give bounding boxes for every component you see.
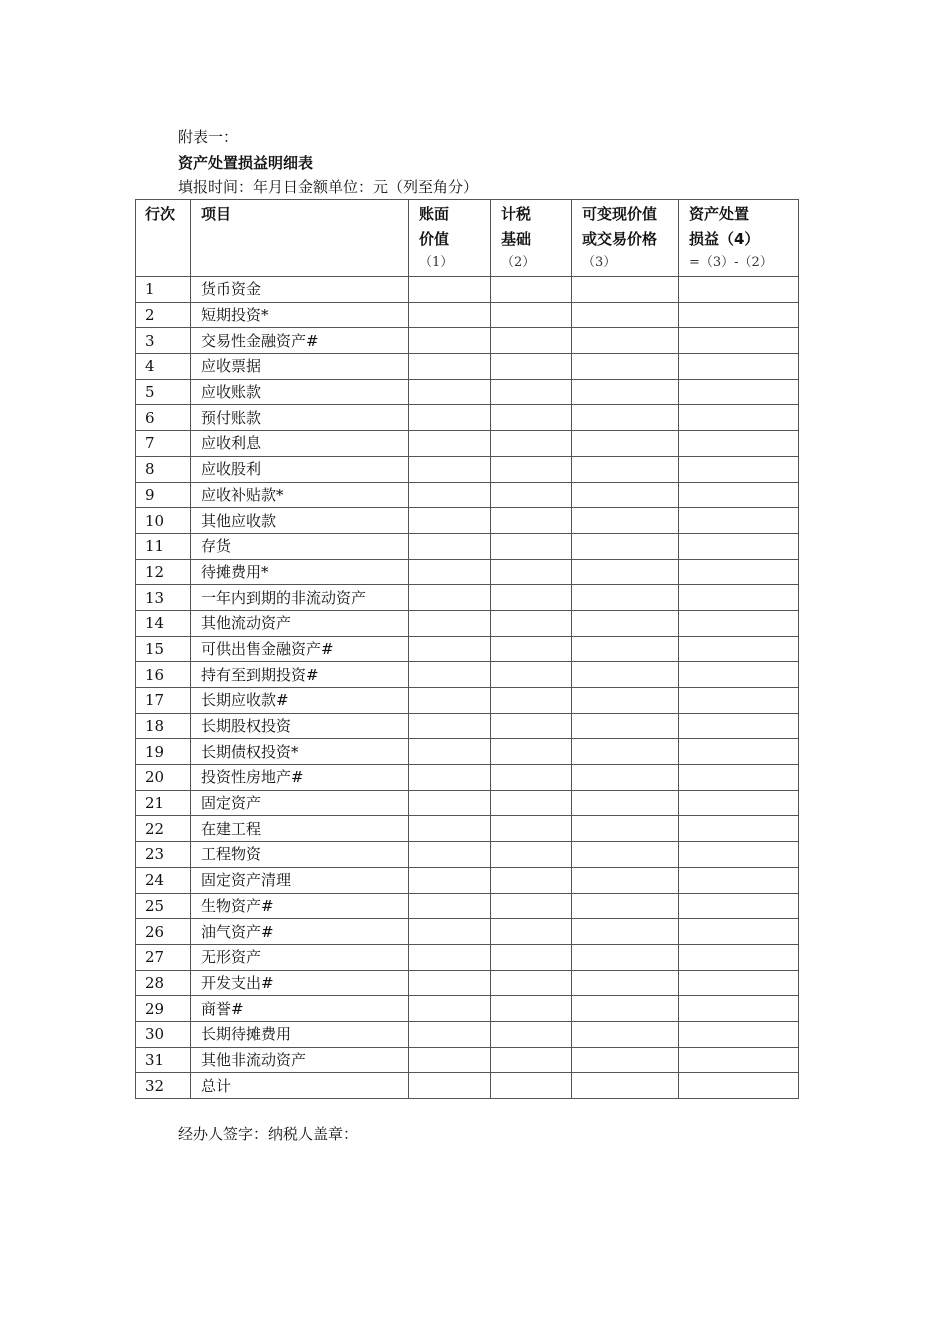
tax-basis-cell[interactable]	[491, 610, 572, 636]
table-row	[136, 893, 799, 919]
row-number: 16	[136, 662, 191, 688]
col-header-item: 项目	[191, 200, 409, 277]
page-title: 资产处置损益明细表	[178, 154, 314, 172]
row-item: 长期应收款#	[191, 688, 409, 714]
row-item: 持有至到期投资#	[191, 662, 409, 688]
realizable-value-cell[interactable]	[572, 405, 679, 431]
tax-basis-cell[interactable]	[491, 328, 572, 354]
book-value-cell[interactable]	[409, 636, 491, 662]
book-value-cell[interactable]	[409, 1021, 491, 1047]
tax-basis-cell[interactable]	[491, 996, 572, 1022]
row-item: 固定资产	[191, 790, 409, 816]
row-item: 应收票据	[191, 354, 409, 380]
book-value-cell[interactable]	[409, 919, 491, 945]
row-number: 25	[136, 893, 191, 919]
book-value-cell[interactable]	[409, 842, 491, 868]
tax-basis-cell[interactable]	[491, 1073, 572, 1099]
table-row	[136, 1047, 799, 1073]
row-number: 19	[136, 739, 191, 765]
table-row	[136, 456, 799, 482]
row-number: 28	[136, 970, 191, 996]
book-value-cell[interactable]	[409, 713, 491, 739]
table-row	[136, 919, 799, 945]
table-row	[136, 559, 799, 585]
realizable-value-cell[interactable]	[572, 816, 679, 842]
row-item: 应收股利	[191, 456, 409, 482]
table-row	[136, 688, 799, 714]
disposal-gain-loss-cell[interactable]	[679, 585, 799, 611]
book-value-cell[interactable]	[409, 431, 491, 457]
table-row	[136, 431, 799, 457]
row-item: 其他非流动资产	[191, 1047, 409, 1073]
table-row	[136, 585, 799, 611]
table-row	[136, 354, 799, 380]
row-item: 一年内到期的非流动资产	[191, 585, 409, 611]
realizable-value-cell[interactable]	[572, 867, 679, 893]
realizable-value-cell[interactable]	[572, 559, 679, 585]
book-value-cell[interactable]	[409, 790, 491, 816]
table-row	[136, 533, 799, 559]
row-item: 开发支出#	[191, 970, 409, 996]
table-row	[136, 816, 799, 842]
col-header-disposal-gain-loss: 资产处置 损益（4） =（3）-（2）	[679, 200, 799, 277]
row-item: 其他流动资产	[191, 610, 409, 636]
table-row	[136, 970, 799, 996]
table-row	[136, 1073, 799, 1099]
row-number: 10	[136, 508, 191, 534]
row-item: 存货	[191, 533, 409, 559]
disposal-gain-loss-cell[interactable]	[679, 662, 799, 688]
table-row	[136, 662, 799, 688]
col-header-tax-basis: 计税 基础 （2）	[491, 200, 572, 277]
row-number: 23	[136, 842, 191, 868]
col-header-row-no: 行次	[136, 200, 191, 277]
disposal-gain-loss-cell[interactable]	[679, 379, 799, 405]
disposal-gain-loss-cell[interactable]	[679, 302, 799, 328]
row-item: 货币资金	[191, 277, 409, 303]
row-item: 应收补贴款*	[191, 482, 409, 508]
row-item: 固定资产清理	[191, 867, 409, 893]
row-number: 27	[136, 944, 191, 970]
disposal-gain-loss-cell[interactable]	[679, 739, 799, 765]
table-row	[136, 482, 799, 508]
row-number: 5	[136, 379, 191, 405]
realizable-value-cell[interactable]	[572, 1047, 679, 1073]
book-value-cell[interactable]	[409, 354, 491, 380]
tax-basis-cell[interactable]	[491, 662, 572, 688]
row-number: 32	[136, 1073, 191, 1099]
disposal-gain-loss-cell[interactable]	[679, 713, 799, 739]
row-item: 工程物资	[191, 842, 409, 868]
table-row	[136, 790, 799, 816]
row-number: 26	[136, 919, 191, 945]
row-item: 油气资产#	[191, 919, 409, 945]
row-item: 生物资产#	[191, 893, 409, 919]
signature-line: 经办人签字：纳税人盖章：	[178, 1125, 359, 1143]
row-number: 2	[136, 302, 191, 328]
row-number: 22	[136, 816, 191, 842]
fill-info: 填报时间：年月日金额单位：元（列至角分）	[178, 178, 479, 196]
row-item: 无形资产	[191, 944, 409, 970]
row-number: 3	[136, 328, 191, 354]
row-number: 6	[136, 405, 191, 431]
disposal-gain-loss-cell[interactable]	[679, 354, 799, 380]
row-number: 17	[136, 688, 191, 714]
realizable-value-cell[interactable]	[572, 610, 679, 636]
tax-basis-cell[interactable]	[491, 354, 572, 380]
row-number: 14	[136, 610, 191, 636]
tax-basis-cell[interactable]	[491, 585, 572, 611]
row-number: 12	[136, 559, 191, 585]
row-number: 15	[136, 636, 191, 662]
row-number: 1	[136, 277, 191, 303]
disposal-gain-loss-cell[interactable]	[679, 996, 799, 1022]
book-value-cell[interactable]	[409, 765, 491, 791]
realizable-value-cell[interactable]	[572, 431, 679, 457]
table-row	[136, 636, 799, 662]
row-item: 交易性金融资产#	[191, 328, 409, 354]
tax-basis-cell[interactable]	[491, 688, 572, 714]
book-value-cell[interactable]	[409, 533, 491, 559]
realizable-value-cell[interactable]	[572, 508, 679, 534]
realizable-value-cell[interactable]	[572, 636, 679, 662]
row-number: 18	[136, 713, 191, 739]
table-row	[136, 996, 799, 1022]
row-item: 待摊费用*	[191, 559, 409, 585]
row-number: 31	[136, 1047, 191, 1073]
book-value-cell[interactable]	[409, 996, 491, 1022]
disposal-gain-loss-cell[interactable]	[679, 559, 799, 585]
realizable-value-cell[interactable]	[572, 354, 679, 380]
row-number: 13	[136, 585, 191, 611]
table-row	[136, 765, 799, 791]
table-row	[136, 405, 799, 431]
book-value-cell[interactable]	[409, 1047, 491, 1073]
realizable-value-cell[interactable]	[572, 662, 679, 688]
tax-basis-cell[interactable]	[491, 431, 572, 457]
row-number: 9	[136, 482, 191, 508]
book-value-cell[interactable]	[409, 508, 491, 534]
realizable-value-cell[interactable]	[572, 790, 679, 816]
book-value-cell[interactable]	[409, 739, 491, 765]
book-value-cell[interactable]	[409, 970, 491, 996]
tax-basis-cell[interactable]	[491, 379, 572, 405]
tax-basis-cell[interactable]	[491, 533, 572, 559]
tax-basis-cell[interactable]	[491, 456, 572, 482]
disposal-gain-loss-cell[interactable]	[679, 328, 799, 354]
disposal-gain-loss-cell[interactable]	[679, 431, 799, 457]
disposal-gain-loss-cell[interactable]	[679, 610, 799, 636]
realizable-value-cell[interactable]	[572, 277, 679, 303]
disposal-gain-loss-cell[interactable]	[679, 688, 799, 714]
disposal-gain-loss-cell[interactable]	[679, 765, 799, 791]
tax-basis-cell[interactable]	[491, 867, 572, 893]
annex-label: 附表一：	[178, 128, 239, 146]
disposal-gain-loss-cell[interactable]	[679, 405, 799, 431]
disposal-gain-loss-cell[interactable]	[679, 533, 799, 559]
table-row	[136, 610, 799, 636]
tax-basis-cell[interactable]	[491, 1047, 572, 1073]
table-row	[136, 277, 799, 303]
tax-basis-cell[interactable]	[491, 765, 572, 791]
realizable-value-cell[interactable]	[572, 919, 679, 945]
tax-basis-cell[interactable]	[491, 893, 572, 919]
disposal-gain-loss-cell[interactable]	[679, 919, 799, 945]
row-item: 长期待摊费用	[191, 1021, 409, 1047]
realizable-value-cell[interactable]	[572, 688, 679, 714]
book-value-cell[interactable]	[409, 893, 491, 919]
book-value-cell[interactable]	[409, 688, 491, 714]
table-row	[136, 379, 799, 405]
tax-basis-cell[interactable]	[491, 970, 572, 996]
disposal-gain-loss-cell[interactable]	[679, 277, 799, 303]
tax-basis-cell[interactable]	[491, 919, 572, 945]
disposal-gain-loss-cell[interactable]	[679, 1021, 799, 1047]
row-item: 商誉#	[191, 996, 409, 1022]
col-header-book-value: 账面 价值 （1）	[409, 200, 491, 277]
tax-basis-cell[interactable]	[491, 482, 572, 508]
row-item: 总计	[191, 1073, 409, 1099]
tax-basis-cell[interactable]	[491, 713, 572, 739]
row-item: 预付账款	[191, 405, 409, 431]
book-value-cell[interactable]	[409, 662, 491, 688]
table-row	[136, 508, 799, 534]
realizable-value-cell[interactable]	[572, 842, 679, 868]
tax-basis-cell[interactable]	[491, 559, 572, 585]
tax-basis-cell[interactable]	[491, 790, 572, 816]
book-value-cell[interactable]	[409, 456, 491, 482]
row-number: 8	[136, 456, 191, 482]
tax-basis-cell[interactable]	[491, 842, 572, 868]
row-number: 21	[136, 790, 191, 816]
realizable-value-cell[interactable]	[572, 379, 679, 405]
disposal-gain-loss-cell[interactable]	[679, 1047, 799, 1073]
row-number: 29	[136, 996, 191, 1022]
row-item: 应收利息	[191, 431, 409, 457]
row-item: 应收账款	[191, 379, 409, 405]
disposal-gain-loss-cell[interactable]	[679, 842, 799, 868]
realizable-value-cell[interactable]	[572, 302, 679, 328]
tax-basis-cell[interactable]	[491, 508, 572, 534]
row-number: 20	[136, 765, 191, 791]
disposal-gain-loss-cell[interactable]	[679, 482, 799, 508]
realizable-value-cell[interactable]	[572, 713, 679, 739]
tax-basis-cell[interactable]	[491, 944, 572, 970]
table-row	[136, 302, 799, 328]
tax-basis-cell[interactable]	[491, 1021, 572, 1047]
realizable-value-cell[interactable]	[572, 1021, 679, 1047]
tax-basis-cell[interactable]	[491, 277, 572, 303]
book-value-cell[interactable]	[409, 559, 491, 585]
row-item: 长期债权投资*	[191, 739, 409, 765]
row-number: 24	[136, 867, 191, 893]
book-value-cell[interactable]	[409, 482, 491, 508]
book-value-cell[interactable]	[409, 328, 491, 354]
realizable-value-cell[interactable]	[572, 739, 679, 765]
book-value-cell[interactable]	[409, 1073, 491, 1099]
tax-basis-cell[interactable]	[491, 636, 572, 662]
book-value-cell[interactable]	[409, 277, 491, 303]
row-item: 在建工程	[191, 816, 409, 842]
disposal-gain-loss-cell[interactable]	[679, 867, 799, 893]
disposal-gain-loss-cell[interactable]	[679, 508, 799, 534]
row-number: 11	[136, 533, 191, 559]
tax-basis-cell[interactable]	[491, 302, 572, 328]
realizable-value-cell[interactable]	[572, 970, 679, 996]
disposal-gain-loss-cell[interactable]	[679, 636, 799, 662]
book-value-cell[interactable]	[409, 585, 491, 611]
table-row	[136, 867, 799, 893]
disposal-gain-loss-cell[interactable]	[679, 970, 799, 996]
book-value-cell[interactable]	[409, 944, 491, 970]
tax-basis-cell[interactable]	[491, 816, 572, 842]
row-item: 短期投资*	[191, 302, 409, 328]
book-value-cell[interactable]	[409, 379, 491, 405]
table-row	[136, 944, 799, 970]
disposal-gain-loss-cell[interactable]	[679, 816, 799, 842]
row-item: 长期股权投资	[191, 713, 409, 739]
realizable-value-cell[interactable]	[572, 765, 679, 791]
book-value-cell[interactable]	[409, 867, 491, 893]
realizable-value-cell[interactable]	[572, 1073, 679, 1099]
table-row	[136, 1021, 799, 1047]
book-value-cell[interactable]	[409, 302, 491, 328]
table-row	[136, 713, 799, 739]
realizable-value-cell[interactable]	[572, 482, 679, 508]
row-number: 7	[136, 431, 191, 457]
realizable-value-cell[interactable]	[572, 944, 679, 970]
realizable-value-cell[interactable]	[572, 533, 679, 559]
row-item: 投资性房地产#	[191, 765, 409, 791]
tax-basis-cell[interactable]	[491, 405, 572, 431]
book-value-cell[interactable]	[409, 610, 491, 636]
disposal-gain-loss-cell[interactable]	[679, 1073, 799, 1099]
realizable-value-cell[interactable]	[572, 456, 679, 482]
disposal-gain-loss-cell[interactable]	[679, 456, 799, 482]
disposal-gain-loss-cell[interactable]	[679, 893, 799, 919]
realizable-value-cell[interactable]	[572, 893, 679, 919]
row-item: 其他应收款	[191, 508, 409, 534]
table-header-row	[136, 200, 799, 277]
disposal-gain-loss-cell[interactable]	[679, 790, 799, 816]
book-value-cell[interactable]	[409, 816, 491, 842]
realizable-value-cell[interactable]	[572, 996, 679, 1022]
disposal-gain-loss-cell[interactable]	[679, 944, 799, 970]
table-row	[136, 739, 799, 765]
table-row	[136, 328, 799, 354]
row-number: 4	[136, 354, 191, 380]
realizable-value-cell[interactable]	[572, 328, 679, 354]
asset-disposal-table	[135, 199, 799, 1099]
tax-basis-cell[interactable]	[491, 739, 572, 765]
row-number: 30	[136, 1021, 191, 1047]
col-header-realizable-value: 可变现价值 或交易价格 （3）	[572, 200, 679, 277]
table-row	[136, 842, 799, 868]
book-value-cell[interactable]	[409, 405, 491, 431]
realizable-value-cell[interactable]	[572, 585, 679, 611]
row-item: 可供出售金融资产#	[191, 636, 409, 662]
